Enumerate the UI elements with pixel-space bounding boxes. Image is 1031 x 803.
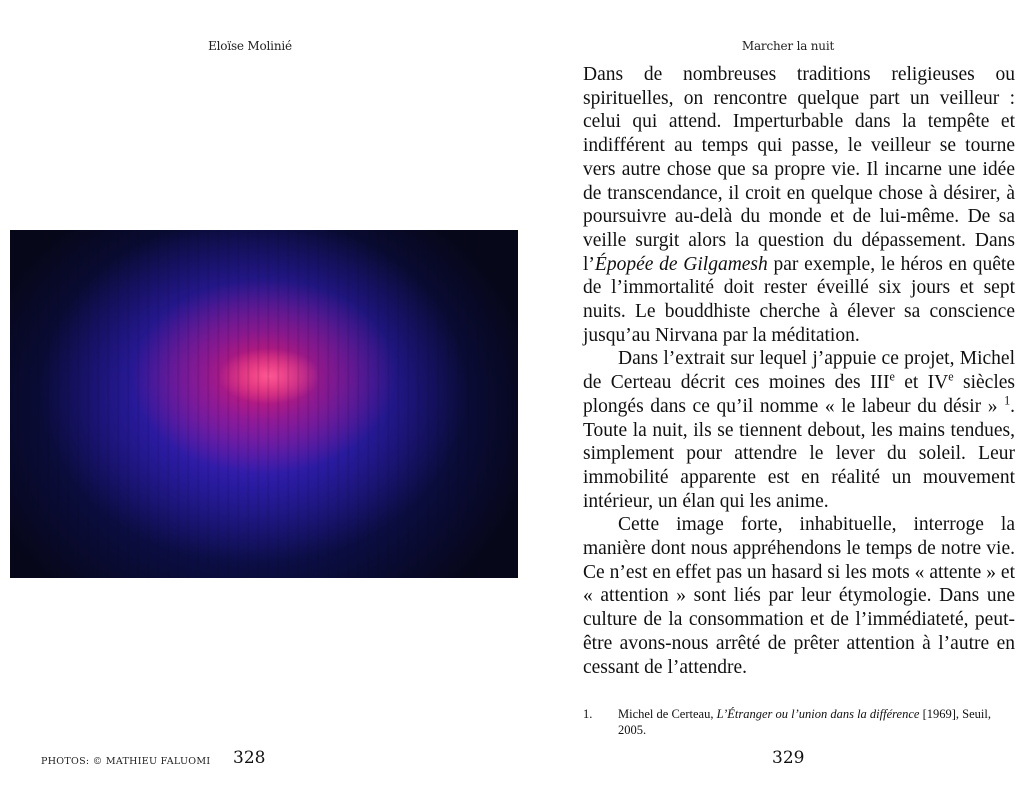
superscript: 1 <box>1004 393 1011 408</box>
running-head-author: Eloïse Molinié <box>208 39 292 53</box>
footnote <box>583 706 1015 738</box>
photo-credit: PHOTOS: © MATHIEU FALUOMI <box>41 756 211 767</box>
text-run: siècles plongés dans ce qu’il nomme « le labeur du désir » <box>583 372 1015 417</box>
photograph-texture <box>10 230 518 578</box>
left-page <box>0 0 515 803</box>
photograph <box>10 230 518 578</box>
page-number-left: 328 <box>233 748 266 768</box>
text-run: et IV <box>894 372 949 394</box>
italic-title: Épopée de Gilgamesh <box>594 253 768 275</box>
page-number-right: 329 <box>772 748 805 768</box>
paragraph <box>583 63 1015 347</box>
right-page <box>515 0 1031 803</box>
body-text <box>583 63 1015 679</box>
paragraph <box>583 513 1015 679</box>
text-run: par exemple, le héros en quête de l’immortalité doit rester éveillé six jours et sept nuits. Le bouddhiste cherche à élever sa conscience jusqu’au Nirvana par la méditation. <box>583 253 1015 346</box>
superscript: e <box>948 369 954 384</box>
footnote-author: Michel de Certeau, <box>618 707 717 721</box>
superscript: e <box>889 369 895 384</box>
footnote-number: 1. <box>583 707 593 721</box>
footnote-publication: [1969], Seuil, 2005. <box>618 707 991 737</box>
running-head-title: Marcher la nuit <box>741 39 835 53</box>
paragraph <box>583 347 1015 513</box>
footnote-text <box>618 706 1015 738</box>
text-run: . Toute la nuit, ils se tiennent debout, les mains tendues, simplement pour attendre le lever du soleil. Leur immobilité apparente est en réalité un mouvement intérieur, un élan qui les anime. <box>583 395 1015 512</box>
text-run: Cette image forte, inhabituelle, interroge la manière dont nous appréhendons le temps de notre vie. Ce n’est en effet pas un hasard si les mots « attente » et « attention » sont liés par leur étymologie. Dans une culture de la consommation et de l’immédiateté, peut-être avons-nous arrêté de prêter attention à l’autre en cessant de l’attendre. <box>583 514 1015 678</box>
text-run: Dans l’extrait sur lequel j’appuie ce projet, Michel de Certeau décrit ces moines des III <box>583 348 1015 394</box>
footnote-book-title: L’Étranger ou l’union dans la différence <box>716 707 920 721</box>
text-run: Dans de nombreuses traditions religieuses ou spirituelles, on rencontre quelque part un veilleur : celui qui attend. Imperturbable dans la tempête et indifférent au temps qui passe, le veilleur se tourne vers autre chose que sa propre vie. Il incarne une idée de transcendance, il croit en quelque chose à désirer, à poursuivre au-delà du monde et de lui-même. De sa veille surgit alors la question du dépassement. Dans l’ <box>583 64 1015 275</box>
